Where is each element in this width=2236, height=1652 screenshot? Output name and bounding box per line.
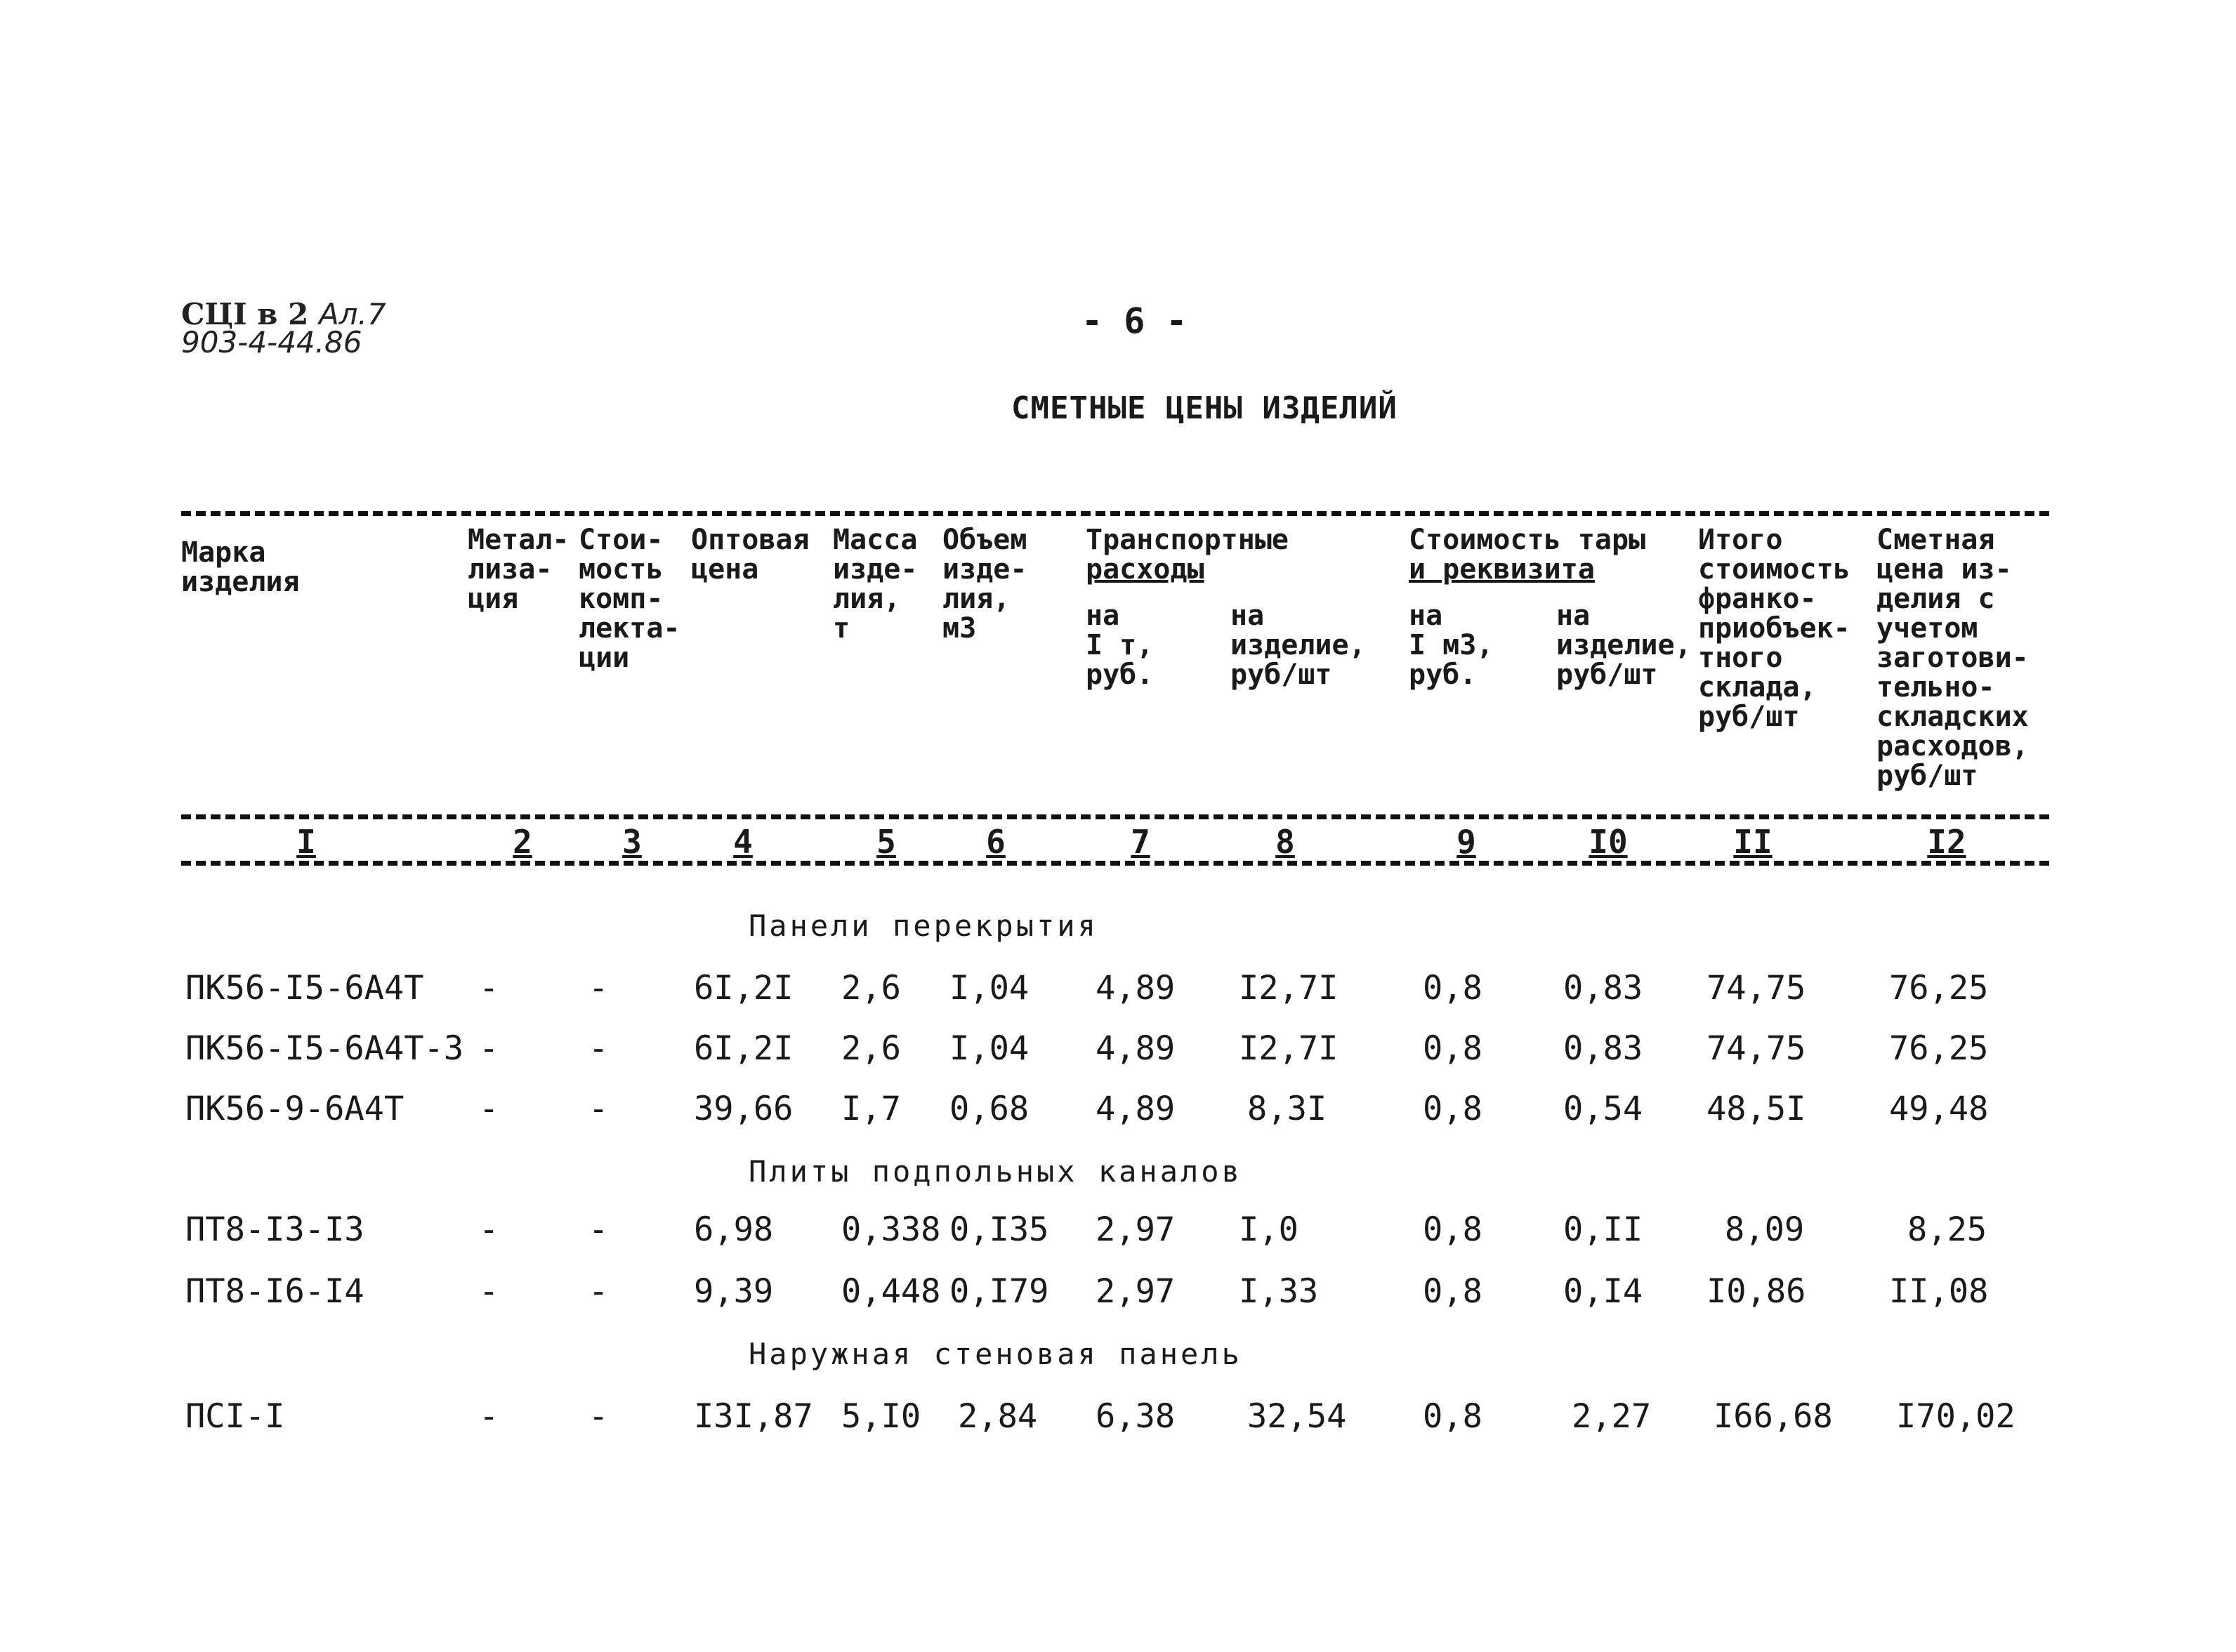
header-transport-group: Транспортные [1086,524,1289,556]
cell: 4,89 [1096,1029,1176,1068]
cell-marka: ПК56-9-6А4Т [185,1090,405,1128]
header-tara-per-item: на изделие, руб/шт [1556,600,1692,691]
cell: 0,448 [841,1272,941,1311]
column-number: 9 [1456,823,1476,861]
cell: 0,8 [1423,1090,1482,1128]
column-number: 2 [513,823,532,861]
cell: 6,98 [694,1210,774,1249]
cell: - [479,1272,499,1311]
cell: I2,7I [1239,969,1339,1007]
header-wholesale-price: Оптовая цена [691,524,810,586]
cell: I66,68 [1714,1397,1833,1436]
cell: 2,27 [1572,1397,1652,1436]
header-transport-per-ton: на I т, руб. [1086,600,1154,691]
header-estimate-price: Сметная цена из- делия с учетом заготови- тельно- складских расходов, руб/шт [1876,524,2029,792]
cell: 39,66 [694,1090,794,1128]
cell: 0,54 [1563,1090,1643,1128]
cell: II,08 [1889,1272,1989,1311]
page-number: - 6 - [1081,300,1188,341]
cell: - [479,969,499,1007]
section-title: Наружная стеновая панель [749,1337,1242,1371]
cell: 0,II [1563,1210,1643,1249]
header-tara-group-2: и реквизита [1409,553,1595,586]
cell: 74,75 [1706,1029,1806,1068]
cell-marka: ПТ8-I6-I4 [185,1272,364,1311]
cell: 49,48 [1889,1090,1989,1128]
column-number: I [296,823,316,861]
cell: 74,75 [1706,969,1806,1007]
cell: 76,25 [1889,969,1989,1007]
cell: 8,25 [1907,1210,1987,1249]
header-tara-group: Стоимость тары [1409,524,1646,556]
column-number: I0 [1589,823,1628,861]
section-title: Плиты подпольных каналов [749,1154,1242,1189]
cell: 2,6 [841,1029,901,1068]
column-number: I2 [1927,823,1966,861]
column-number: II [1733,823,1773,861]
cell: 2,84 [958,1397,1038,1436]
cell: - [479,1029,499,1068]
cell: I,0 [1239,1210,1298,1249]
header-bottom-rule [181,814,2049,819]
column-number: 7 [1131,823,1150,861]
cell: 76,25 [1889,1029,1989,1068]
column-number: 4 [733,823,753,861]
cell: 0,I35 [949,1210,1049,1249]
cell-marka: ПК56-I5-6А4Т [185,969,424,1007]
header-transport-per-item: на изделие, руб/шт [1230,600,1366,691]
cell: 0,I79 [949,1272,1049,1311]
cell: 0,83 [1563,969,1643,1007]
cell: 0,8 [1423,1029,1482,1068]
header-top-rule [181,511,2049,516]
header-total-cost: Итого стоимость франко- приобъек- тного склада, руб/шт [1698,524,1850,733]
cell: 5,I0 [841,1397,921,1436]
cell: 6,38 [1096,1397,1176,1436]
cell: I2,7I [1239,1029,1339,1068]
cell: 8,3I [1247,1090,1327,1128]
cell: 4,89 [1096,969,1176,1007]
cell: - [479,1090,499,1128]
cell: I,04 [949,969,1030,1007]
cell: - [588,1210,609,1249]
cell: 0,8 [1423,969,1482,1007]
cell: 2,97 [1096,1272,1176,1311]
page-title: СМЕТНЫЕ ЦЕНЫ ИЗДЕЛИЙ [1011,390,1398,426]
cell: 0,8 [1423,1397,1482,1436]
cell-marka: ПСI-I [185,1397,285,1436]
cell: 0,8 [1423,1272,1482,1311]
cell: - [588,969,609,1007]
cell: 6I,2I [694,1029,794,1068]
cell: - [479,1210,499,1249]
header-metallization: Метал- лиза- ция [468,524,570,615]
cell: I3I,87 [694,1397,813,1436]
cell: 32,54 [1247,1397,1347,1436]
stamp-line-2: 903-4-44.86 [181,325,362,359]
cell: 0,68 [949,1090,1030,1128]
column-number: 6 [986,823,1006,861]
cell: 6I,2I [694,969,794,1007]
cell: - [588,1029,609,1068]
cell-marka: ПК56-I5-6А4Т-3 [185,1029,464,1068]
cell: 0,I4 [1563,1272,1643,1311]
cell: 0,338 [841,1210,941,1249]
column-number: 5 [876,823,896,861]
stamp-album: Ал.7 [318,297,386,331]
stamp-line-1: СЦІ в 2 [181,297,309,331]
column-number-rule [181,861,2049,866]
cell: 0,8 [1423,1210,1482,1249]
document-code-stamp [181,297,386,359]
cell: 8,09 [1725,1210,1805,1249]
cell: 2,97 [1096,1210,1176,1249]
cell: I,04 [949,1029,1030,1068]
cell: I0,86 [1706,1272,1806,1311]
cell: 4,89 [1096,1090,1176,1128]
header-marka: Марка изделия [181,536,300,598]
cell: - [588,1397,609,1436]
cell: - [479,1397,499,1436]
cell: I,33 [1239,1272,1319,1311]
cell: 2,6 [841,969,901,1007]
cell: I70,02 [1896,1397,2015,1436]
cell: 9,39 [694,1272,774,1311]
column-number: 8 [1275,823,1295,861]
cell: - [588,1090,609,1128]
cell: I,7 [841,1090,901,1128]
cell: 0,83 [1563,1029,1643,1068]
section-title: Панели перекрытия [749,908,1098,943]
cell: 48,5I [1706,1090,1806,1128]
header-mass: Масса изде- лия, т [833,524,918,645]
header-transport-group-2: расходы [1086,553,1204,586]
cell: - [588,1272,609,1311]
header-kit-cost: Стои- мость комп- лекта- ции [579,524,680,674]
header-volume: Объем изде- лия, м3 [942,524,1027,645]
cell-marka: ПТ8-I3-I3 [185,1210,364,1249]
column-number: 3 [622,823,642,861]
header-tara-per-m3: на I м3, руб. [1409,600,1494,691]
